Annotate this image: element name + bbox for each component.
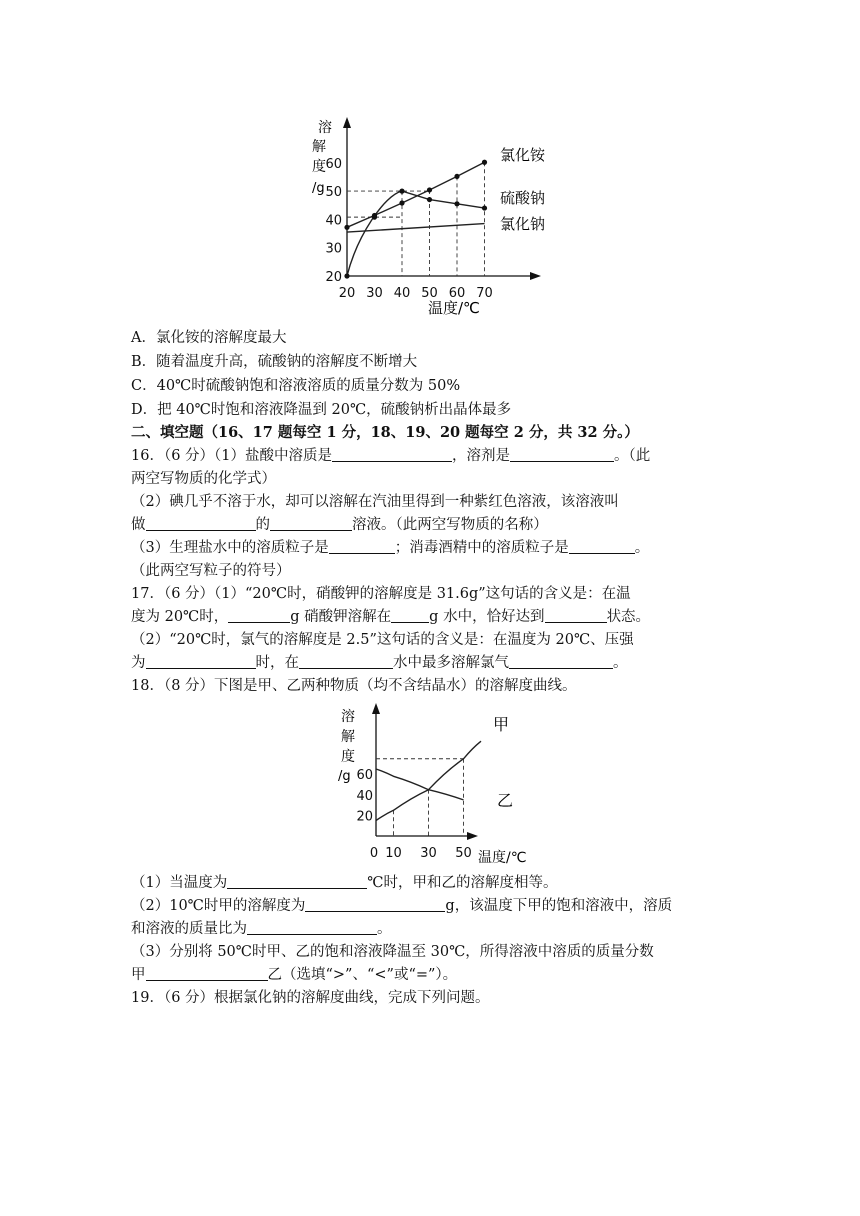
q18-p3c: 乙（选填“>”、“<”或“=”）。 [267,967,458,983]
q18-blank-compare[interactable] [146,966,268,981]
c1-y-tick-40: 40 [325,213,342,229]
section-2-title: 二、填空题（16、17 题每空 1 分，18、19、20 题每空 2 分，共 32 分。） [131,424,639,441]
q17-l4c: 水中最多溶解氯气 [393,655,509,671]
q18-part-1 [131,872,557,894]
na2so4-point [482,205,487,210]
na2so4-point [344,273,349,278]
c1-ylabel-3: 度 [312,159,326,175]
q17-blank-water-volume[interactable] [299,654,393,669]
c1-x-tick-60: 60 [448,286,466,301]
c1-ylabel-4: /g [312,181,325,196]
q17-l2c: g 水中，恰好达到 [429,609,545,625]
na2so4-point [372,215,377,220]
na2so4-point [399,189,404,194]
option-d: D．把 40℃时饱和溶液降温到 20℃，硫酸钠析出晶体最多 [131,402,512,418]
nh4cl-point [344,225,349,230]
nh4cl-point [454,174,459,179]
q17-l4d: 。 [613,655,628,671]
q18-p2c: 和溶液的质量比为 [131,921,247,937]
q17-blank-chlorine[interactable] [509,654,613,669]
c1-ylabel-1: 溶 [318,120,332,136]
q16-line-1 [131,445,650,467]
q16-l5b: ；消毒酒精中的溶质粒子是 [394,540,569,556]
q17-line-1: 17．（6 分）（1）“20℃时，硝酸钾的溶解度是 31.6g”这句话的含义是：在温 [131,586,631,602]
c1-x-arrow [530,272,541,280]
q16-blank-alcohol-particle[interactable] [569,539,635,554]
q18-part-2b [131,918,392,940]
na2so4-point [454,201,459,206]
nh4cl-point [427,187,432,192]
c2-x-tick-10: 10 [385,846,402,861]
na2so4-point [427,197,432,202]
option-a: A．氯化铵的溶解度最大 [131,330,287,346]
q17-l2b: g 硝酸钾溶解在 [290,609,392,625]
legend-na2so4: 硫酸钠 [500,189,546,207]
q16-line-6: （此两空写粒子的符号） [131,563,291,579]
c1-x-tick-40: 40 [393,286,411,301]
option-c: C．40℃时硫酸钠饱和溶液溶质的质量分数为 50% [131,378,461,394]
q17-line-3: （2）“20℃时，氯气的溶解度是 2.5”这句话的含义是：在温度为 20℃、压强 [131,632,634,648]
c1-xlabel: 温度/℃ [428,299,480,317]
q16-l4b: 的 [255,517,270,533]
q18-part-2 [131,895,672,917]
c1-x-tick-20: 20 [338,286,356,301]
c1-y-tick-50: 50 [325,185,342,201]
c2-ylabel-4: /g [338,769,351,784]
c1-y-tick-30: 30 [325,241,342,257]
c2-x-arrow [467,832,478,840]
c1-x-tick-30: 30 [366,286,383,301]
q16-line-3: （2）碘几乎不溶于水，却可以溶解在汽油里得到一种紫红色溶液，该溶液叫 [131,494,619,510]
q18-p2a: （2）10℃时甲的溶解度为 [131,898,306,914]
q17-l2a: 度为 20℃时， [131,609,229,625]
q17-l4b: 时，在 [255,655,299,671]
q16-l4c: 溶液。（此两空写物质的名称） [352,517,548,533]
c2-y-tick-40: 40 [356,788,373,804]
yi-curve [376,769,464,800]
c2-xlabel: 温度/℃ [478,850,527,866]
q17-l2d: 状态。 [606,609,651,625]
q17-line-2 [131,606,650,628]
q18-p1a: （1）当温度为 [131,875,228,891]
q16-l4a: 做 [131,517,146,533]
c1-x-tick-70: 70 [476,286,493,301]
q16-line-5 [131,537,649,559]
q18-blank-temperature[interactable] [227,874,367,889]
q18-blank-solubility[interactable] [305,897,445,912]
q16-blank-saline-particle[interactable] [329,539,395,554]
q16-line-2: 两空写物质的化学式） [131,471,276,487]
c2-y-arrow [372,703,380,714]
q16-l1a: 16．（6 分）（1）盐酸中溶质是 [131,448,333,464]
c2-y-tick-60: 60 [356,768,373,784]
q16-l1c: 。（此 [614,448,651,464]
solubility-chart-2 [0,695,860,875]
q16-l5c: 。 [634,540,650,556]
c1-y-tick-60: 60 [325,156,342,172]
q18-p1b: ℃时，甲和乙的溶解度相等。 [367,875,558,891]
option-b: B．随着温度升高，硫酸钠的溶解度不断增大 [131,354,418,370]
q18-blank-ratio[interactable] [247,920,377,935]
legend-jia: 甲 [493,715,510,734]
q16-blank-solvent-name[interactable] [270,516,352,531]
legend-yi: 乙 [497,791,514,810]
q18-part-3: （3）分别将 50℃时甲、乙的饱和溶液降温至 30℃，所得溶液中溶质的质量分数 [131,944,654,960]
c2-ylabel-1: 溶 [341,709,355,725]
c2-x-tick-30: 30 [420,846,437,861]
q16-blank-solvent[interactable] [510,447,614,462]
solubility-chart-1 [0,0,860,320]
q18-p2b: g，该温度下甲的饱和溶液中，溶质 [445,898,673,914]
q18-p3b: 甲 [131,967,146,983]
c2-x-tick-0: 0 [369,846,379,861]
legend-nh4cl: 氯化铵 [500,146,546,164]
nh4cl-point [482,160,487,165]
q17-blank-state[interactable] [545,608,607,623]
q17-blank-mass[interactable] [228,608,290,623]
q17-blank-pressure[interactable] [146,654,256,669]
c2-x-tick-50: 50 [455,846,472,861]
na2so4-line [347,191,485,276]
q16-line-4 [131,514,548,536]
legend-nacl: 氯化钠 [500,215,546,233]
q17-line-4 [131,652,628,674]
c1-x-tick-50: 50 [421,286,438,301]
c1-y-arrow [343,117,351,128]
q18-part-3b [131,964,457,986]
c2-ylabel-3: 度 [341,749,355,765]
q17-blank-water[interactable] [391,608,429,623]
q16-blank-solute-name[interactable] [146,516,256,531]
q16-l5a: （3）生理盐水中的溶质粒子是 [131,540,329,556]
c2-y-tick-20: 20 [356,809,373,825]
q19-title: 19．（6 分）根据氯化钠的溶解度曲线，完成下列问题。 [131,990,490,1006]
q16-blank-solute[interactable] [332,447,452,462]
c1-y-tick-20: 20 [325,270,342,285]
q17-l4a: 为 [131,655,146,671]
c1-ylabel-2: 解 [312,139,326,155]
q18-p2d: 。 [377,921,392,937]
jia-curve [376,741,481,820]
q18-title: 18．（8 分）下图是甲、乙两种物质（均不含结晶水）的溶解度曲线。 [131,678,577,694]
nh4cl-point [399,200,404,205]
q16-l1b: ，溶剂是 [452,448,511,464]
c2-ylabel-2: 解 [341,729,355,745]
